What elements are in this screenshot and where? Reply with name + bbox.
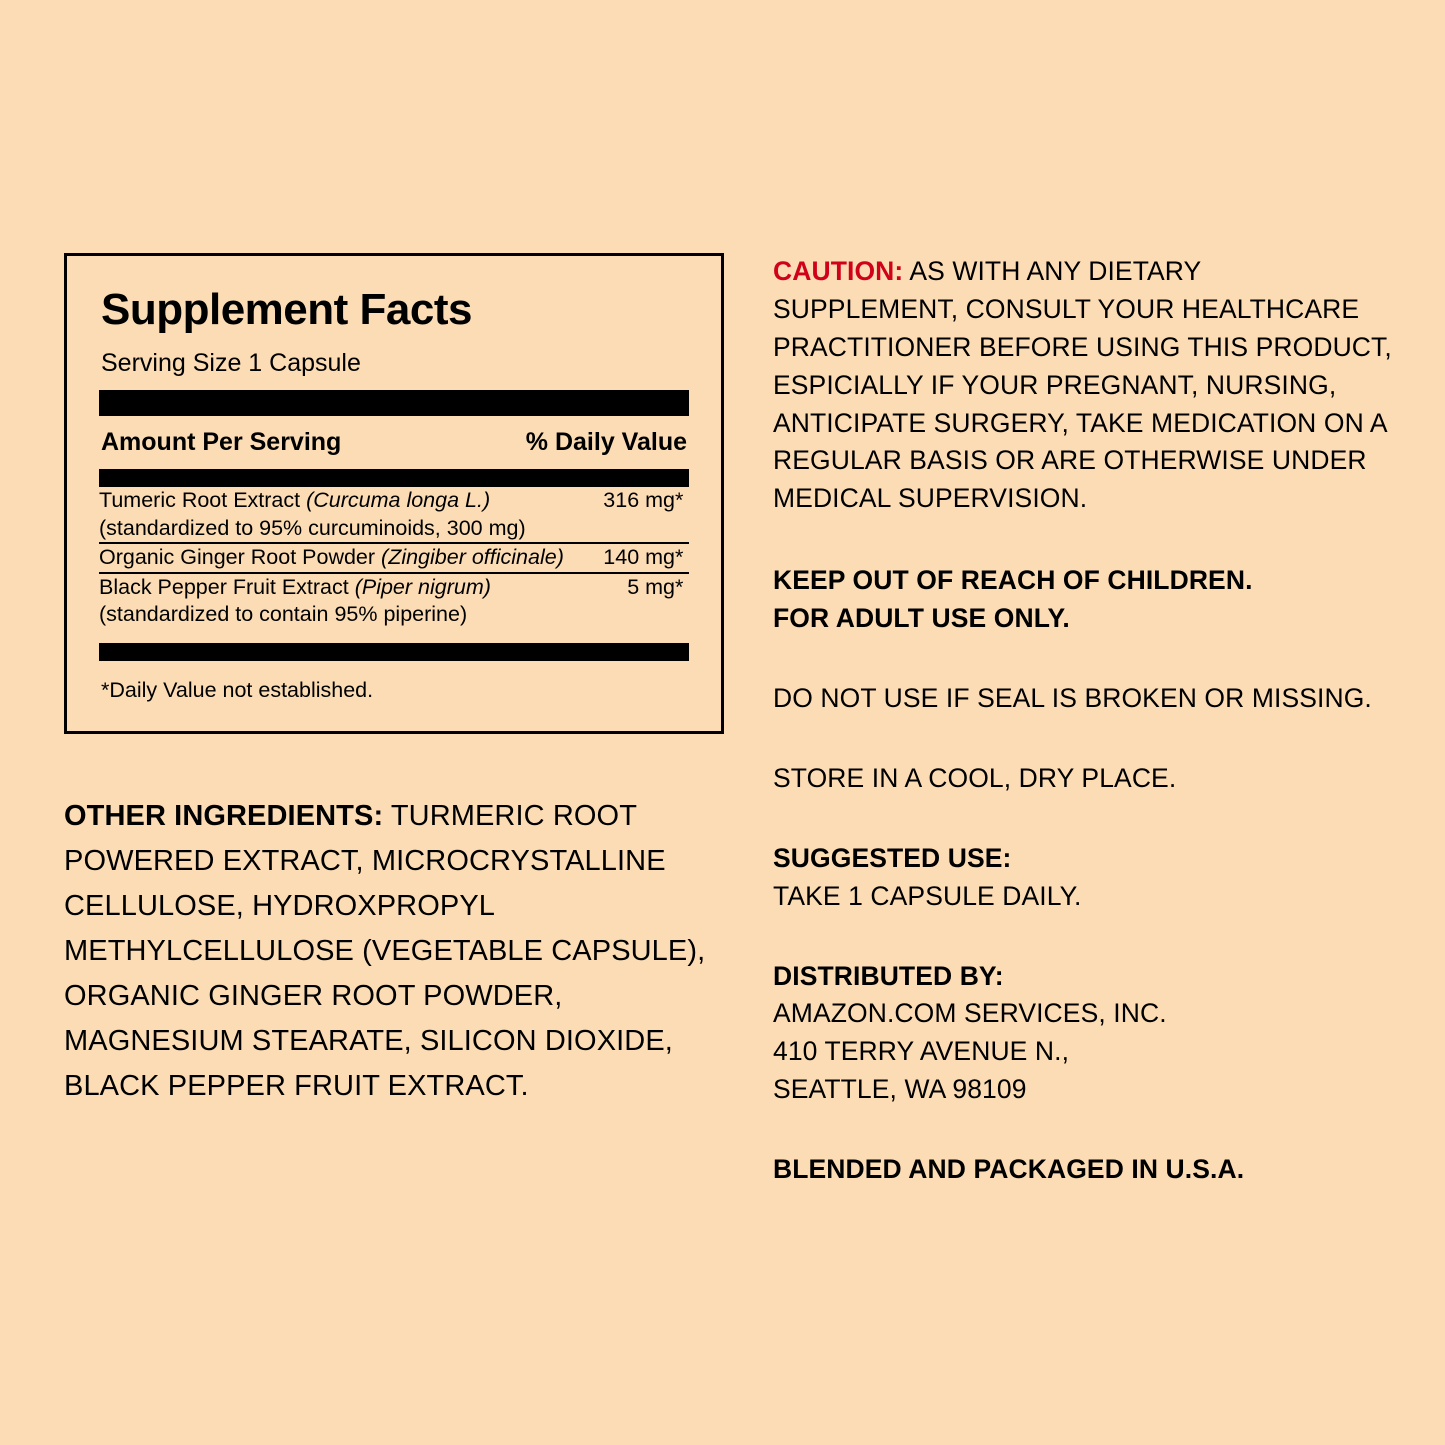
ingredient-name: Tumeric Root Extract [99,488,307,513]
table-header-row [99,416,689,469]
daily-value-footnote: *Daily Value not established. [101,677,374,702]
right-column [773,253,1393,1231]
left-column [64,253,724,1108]
ingredients-table [99,487,689,629]
origin-statement: BLENDED AND PACKAGED IN U.S.A. [773,1154,1245,1185]
keep-out-line-1: KEEP OUT OF REACH OF CHILDREN. [773,565,1253,596]
suggested-use-label: SUGGESTED USE: [773,842,1012,873]
ingredient-amount: 140 mg [603,545,675,570]
serving-size: Serving Size 1 Capsule [101,349,361,378]
divider-bar-medium-bottom [99,643,689,661]
ingredient-amount: 316 mg [603,488,675,513]
amount-per-serving-header: Amount Per Serving [101,428,342,457]
table-row [99,487,689,543]
ingredient-detail: (standardized to 95% curcuminoids, 300 mg) [99,515,526,540]
other-ingredients-text: TURMERIC ROOT POWERED EXTRACT, MICROCRYSTALLINE CELLULOSE, HYDROXPROPYL METHYLCELLULOSE (VEGETABLE CAPSULE), ORGANIC GINGER ROOT POWDER, MAGNESIUM STEARATE, SILICON DIOXIDE, BLACK PEPPER FRUIT EXTRACT. [64,799,706,1102]
distributed-by-block [773,958,1393,1110]
ingredient-name-cell [99,573,598,629]
supplement-facts-panel [64,253,724,734]
caution-block [773,253,1393,518]
daily-value-header: % Daily Value [525,428,687,457]
ingredient-daily-value: * [675,574,684,599]
caution-label: CAUTION: [773,256,904,286]
caution-text: AS WITH ANY DIETARY SUPPLEMENT, CONSULT YOUR HEALTHCARE PRACTITIONER BEFORE USING THIS PRODUCT, ESPICIALLY IF YOUR PREGNANT, NURSING, ANTICIPATE SURGERY, TAKE MEDICATION ON A REGULAR BASIS OR ARE OTHERWISE UNDER MEDICAL SUPERVISION. [773,256,1392,514]
other-ingredients-block [64,794,724,1109]
table-row [99,543,689,573]
ingredient-detail: (standardized to contain 95% piperine) [99,602,468,627]
suggested-use-text: TAKE 1 CAPSULE DAILY. [773,880,1082,911]
keep-out-of-reach-block [773,562,1393,638]
divider-bar-medium [99,469,689,487]
ingredient-name-cell [99,487,598,543]
seal-warning: DO NOT USE IF SEAL IS BROKEN OR MISSING. [773,683,1372,714]
ingredient-latin-name: (Piper nigrum) [354,574,491,599]
storage-instructions: STORE IN A COOL, DRY PLACE. [773,762,1177,793]
other-ingredients-label: OTHER INGREDIENTS: [64,799,384,832]
supplement-facts-title: Supplement Facts [101,285,472,334]
ingredient-name: Organic Ginger Root Powder [99,545,382,570]
ingredient-daily-value: * [675,488,684,513]
ingredient-daily-value: * [675,545,684,570]
table-row [99,573,689,629]
ingredient-name-cell [99,543,598,573]
distributor-city: SEATTLE, WA 98109 [773,1074,1027,1105]
ingredient-latin-name: (Zingiber officinale) [381,545,564,570]
ingredient-amount: 5 mg [627,574,675,599]
distributor-street: 410 TERRY AVENUE N., [773,1036,1070,1067]
divider-bar-thick-top [99,390,689,416]
keep-out-line-2: FOR ADULT USE ONLY. [773,603,1070,634]
ingredient-latin-name: (Curcuma longa L.) [306,488,491,513]
suggested-use-block [773,840,1393,916]
ingredient-name: Black Pepper Fruit Extract [99,574,355,599]
distributor-name: AMAZON.COM SERVICES, INC. [773,998,1167,1029]
distributed-by-label: DISTRIBUTED BY: [773,960,1004,991]
